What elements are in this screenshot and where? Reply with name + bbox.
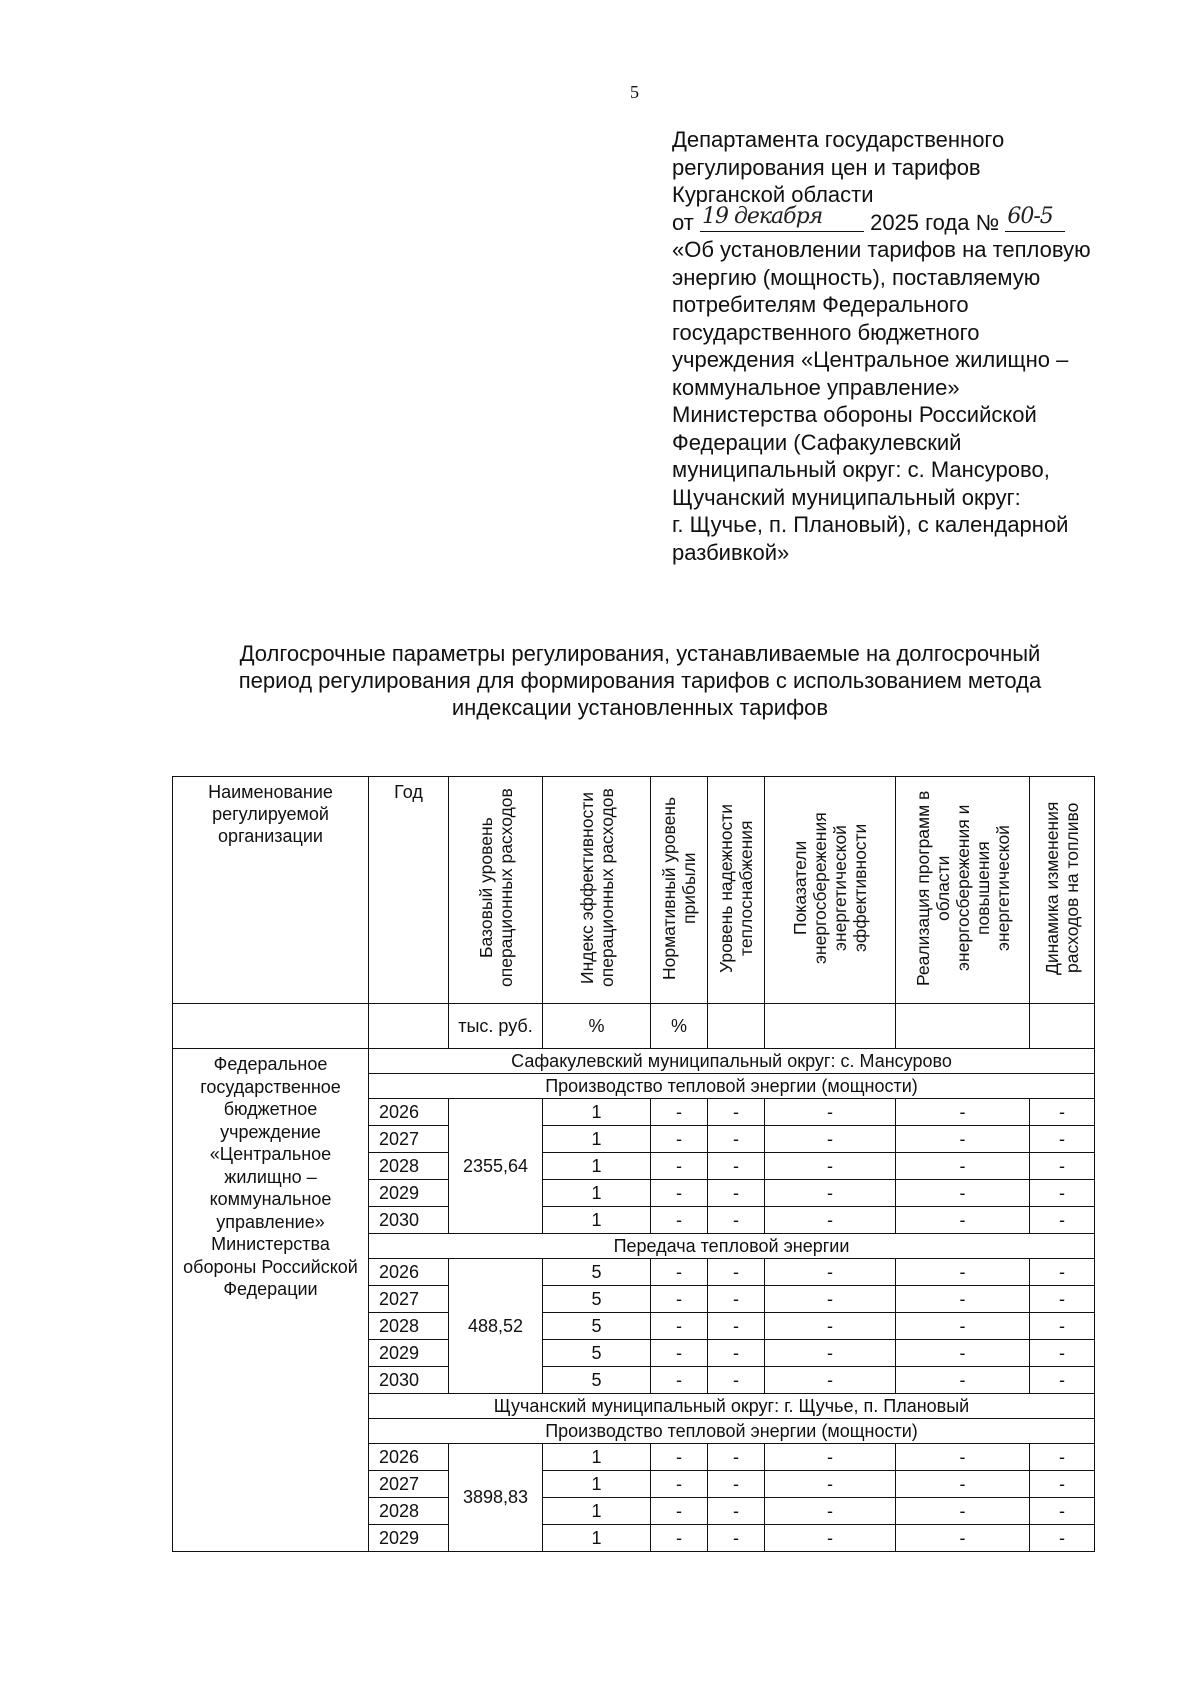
reliability-cell: - <box>708 1207 765 1234</box>
index-cell: 1 <box>543 1525 651 1552</box>
profit-cell: - <box>651 1180 708 1207</box>
energy-cell: - <box>765 1340 896 1367</box>
programs-cell: - <box>896 1471 1030 1498</box>
reliability-cell: - <box>708 1180 765 1207</box>
unit-cell <box>896 1004 1030 1049</box>
index-cell: 1 <box>543 1180 651 1207</box>
decree-title-line: «Об установлении тарифов на тепловую <box>672 237 1091 262</box>
energy-cell: - <box>765 1313 896 1340</box>
reliability-cell: - <box>708 1153 765 1180</box>
index-cell: 5 <box>543 1313 651 1340</box>
column-header-energy-saving: Показатели энергосбережения энергетической эффективности <box>765 777 896 1004</box>
programs-cell: - <box>896 1126 1030 1153</box>
fuel-cell: - <box>1030 1126 1095 1153</box>
index-cell: 1 <box>543 1126 651 1153</box>
energy-cell: - <box>765 1444 896 1471</box>
title-line: период регулирования для формирования тарифов с использованием метода <box>238 668 1042 693</box>
unit-profit: % <box>651 1004 708 1049</box>
decree-title-line: разбивкой» <box>672 539 790 565</box>
energy-cell: - <box>765 1286 896 1313</box>
reliability-cell: - <box>708 1340 765 1367</box>
energy-cell: - <box>765 1099 896 1126</box>
reliability-cell: - <box>708 1498 765 1525</box>
profit-cell: - <box>651 1286 708 1313</box>
column-header-profit: Нормативный уровень прибыли <box>651 777 708 1004</box>
year-cell: 2029 <box>369 1180 449 1207</box>
programs-cell: - <box>896 1207 1030 1234</box>
year-cell: 2028 <box>369 1313 449 1340</box>
reliability-cell: - <box>708 1367 765 1394</box>
activity-row: Передача тепловой энергии <box>369 1234 1095 1259</box>
handwritten-date: 19 декабря <box>700 209 864 232</box>
fuel-cell: - <box>1030 1498 1095 1525</box>
programs-cell: - <box>896 1313 1030 1340</box>
decree-title-line: учреждения «Центральное жилищно – <box>672 347 1069 372</box>
reliability-cell: - <box>708 1444 765 1471</box>
reliability-cell: - <box>708 1471 765 1498</box>
profit-cell: - <box>651 1207 708 1234</box>
fuel-cell: - <box>1030 1340 1095 1367</box>
reliability-cell: - <box>708 1286 765 1313</box>
decree-title-line: коммунальное управление» <box>672 374 960 400</box>
programs-cell: - <box>896 1525 1030 1552</box>
column-header-efficiency-index: Индекс эффективности операционных расходов <box>543 777 651 1004</box>
programs-cell: - <box>896 1099 1030 1126</box>
column-header-base-expenses: Базовый уровень операционных расходов <box>449 777 543 1004</box>
unit-cell <box>708 1004 765 1049</box>
year-cell: 2029 <box>369 1525 449 1552</box>
reliability-cell: - <box>708 1099 765 1126</box>
energy-cell: - <box>765 1126 896 1153</box>
energy-cell: - <box>765 1471 896 1498</box>
fuel-cell: - <box>1030 1259 1095 1286</box>
index-cell: 5 <box>543 1259 651 1286</box>
profit-cell: - <box>651 1099 708 1126</box>
index-cell: 1 <box>543 1207 651 1234</box>
fuel-cell: - <box>1030 1471 1095 1498</box>
programs-cell: - <box>896 1259 1030 1286</box>
year-cell: 2027 <box>369 1471 449 1498</box>
unit-cell <box>1030 1004 1095 1049</box>
index-cell: 5 <box>543 1340 651 1367</box>
energy-cell: - <box>765 1525 896 1552</box>
document-title <box>160 640 1120 721</box>
programs-cell: - <box>896 1180 1030 1207</box>
fuel-cell: - <box>1030 1180 1095 1207</box>
year-cell: 2028 <box>369 1153 449 1180</box>
reliability-cell: - <box>708 1525 765 1552</box>
handwritten-number: 60-5 <box>1005 209 1065 232</box>
programs-cell: - <box>896 1444 1030 1471</box>
organization-name: Федеральное государственное бюджетное учреждение «Центральное жилищно – коммунальное управление» Министерства обороны Российской Федерации <box>173 1049 369 1552</box>
fuel-cell: - <box>1030 1207 1095 1234</box>
approval-header <box>672 126 1142 566</box>
energy-cell: - <box>765 1367 896 1394</box>
column-header-organization: Наименование регулируемой организации <box>173 777 369 1004</box>
unit-cell <box>765 1004 896 1049</box>
profit-cell: - <box>651 1313 708 1340</box>
year-cell: 2030 <box>369 1367 449 1394</box>
date-prefix: от <box>672 209 694 235</box>
reliability-cell: - <box>708 1259 765 1286</box>
title-line: Долгосрочные параметры регулирования, устанавливаемые на долгосрочный <box>239 641 1041 666</box>
profit-cell: - <box>651 1444 708 1471</box>
reliability-cell: - <box>708 1126 765 1153</box>
fuel-cell: - <box>1030 1525 1095 1552</box>
unit-efficiency-index: % <box>543 1004 651 1049</box>
energy-cell: - <box>765 1153 896 1180</box>
year-cell: 2029 <box>369 1340 449 1367</box>
profit-cell: - <box>651 1259 708 1286</box>
column-header-programs: Реализация программ в области энергосбережения и повышения энергетической <box>896 777 1030 1004</box>
profit-cell: - <box>651 1153 708 1180</box>
column-header-fuel-dynamics: Динамика изменения расходов на топливо <box>1030 777 1095 1004</box>
page-number: 5 <box>630 82 639 102</box>
year-cell: 2028 <box>369 1498 449 1525</box>
decree-title-line: муниципальный округ: с. Мансурово, <box>672 457 1050 482</box>
energy-cell: - <box>765 1498 896 1525</box>
programs-cell: - <box>896 1340 1030 1367</box>
date-year: 2025 года № <box>870 209 1000 235</box>
fuel-cell: - <box>1030 1099 1095 1126</box>
year-cell: 2026 <box>369 1444 449 1471</box>
energy-cell: - <box>765 1207 896 1234</box>
decree-title-line: энергию (мощность), поставляемую <box>672 264 1041 290</box>
decree-title-line: государственного бюджетного <box>672 319 980 345</box>
unit-cell <box>173 1004 369 1049</box>
year-cell: 2027 <box>369 1126 449 1153</box>
fuel-cell: - <box>1030 1313 1095 1340</box>
decree-title-line: Щучанский муниципальный округ: <box>672 484 1021 510</box>
decree-title-line: Министерства обороны Российской <box>672 402 1037 427</box>
profit-cell: - <box>651 1498 708 1525</box>
fuel-cell: - <box>1030 1286 1095 1313</box>
year-cell: 2027 <box>369 1286 449 1313</box>
year-cell: 2030 <box>369 1207 449 1234</box>
header-line: Департамента государственного <box>672 127 1005 152</box>
header-line: Курганской области <box>672 182 874 207</box>
header-line: регулирования цен и тарифов <box>672 154 981 180</box>
year-cell: 2026 <box>369 1099 449 1126</box>
column-header-year: Год <box>369 777 449 1004</box>
district-row: Сафакулевский муниципальный округ: с. Мансурово <box>369 1049 1095 1074</box>
activity-row: Производство тепловой энергии (мощности) <box>369 1074 1095 1099</box>
index-cell: 1 <box>543 1099 651 1126</box>
base-expenses-cell: 2355,64 <box>449 1099 543 1234</box>
programs-cell: - <box>896 1286 1030 1313</box>
programs-cell: - <box>896 1153 1030 1180</box>
energy-cell: - <box>765 1180 896 1207</box>
fuel-cell: - <box>1030 1444 1095 1471</box>
index-cell: 5 <box>543 1286 651 1313</box>
year-cell: 2026 <box>369 1259 449 1286</box>
column-header-reliability: Уровень надежности теплоснабжения <box>708 777 765 1004</box>
profit-cell: - <box>651 1367 708 1394</box>
profit-cell: - <box>651 1340 708 1367</box>
programs-cell: - <box>896 1498 1030 1525</box>
energy-cell: - <box>765 1259 896 1286</box>
decree-title-line: Федерации (Сафакулевский <box>672 429 962 455</box>
index-cell: 1 <box>543 1471 651 1498</box>
unit-cell <box>369 1004 449 1049</box>
index-cell: 1 <box>543 1153 651 1180</box>
title-line: индексации установленных тарифов <box>451 695 829 720</box>
base-expenses-cell: 3898,83 <box>449 1444 543 1552</box>
base-expenses-cell: 488,52 <box>449 1259 543 1394</box>
fuel-cell: - <box>1030 1153 1095 1180</box>
profit-cell: - <box>651 1525 708 1552</box>
decree-title-line: потребителям Федерального <box>672 292 969 317</box>
index-cell: 5 <box>543 1367 651 1394</box>
index-cell: 1 <box>543 1444 651 1471</box>
programs-cell: - <box>896 1367 1030 1394</box>
regulation-parameters-table <box>172 776 1095 1552</box>
district-row: Щучанский муниципальный округ: г. Щучье, п. Плановый <box>369 1394 1095 1419</box>
profit-cell: - <box>651 1126 708 1153</box>
activity-row: Производство тепловой энергии (мощности) <box>369 1419 1095 1444</box>
fuel-cell: - <box>1030 1367 1095 1394</box>
unit-base-expenses: тыс. руб. <box>449 1004 543 1049</box>
decree-title-line: г. Щучье, п. Плановый), с календарной <box>672 512 1069 537</box>
profit-cell: - <box>651 1471 708 1498</box>
index-cell: 1 <box>543 1498 651 1525</box>
reliability-cell: - <box>708 1313 765 1340</box>
decree-date-line <box>672 203 1142 237</box>
